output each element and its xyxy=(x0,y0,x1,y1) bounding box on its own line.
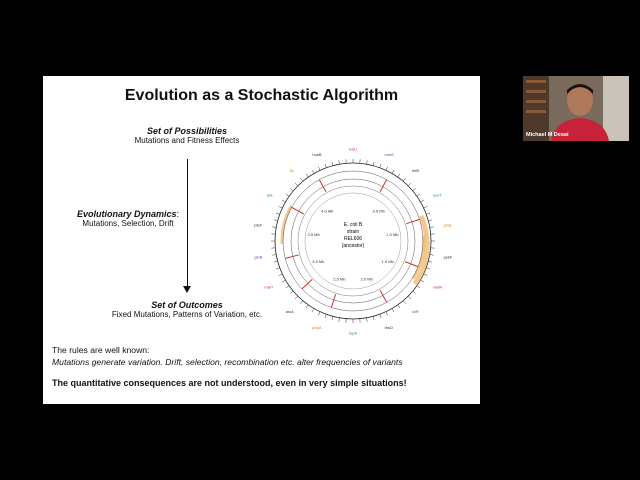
gene-label: ydcF xyxy=(253,222,263,228)
genome-tick xyxy=(428,220,432,221)
genome-tick xyxy=(380,314,381,318)
gene-label: rplL xyxy=(266,192,274,198)
process-arrow-line xyxy=(187,159,188,289)
gene-label: ybaL xyxy=(443,222,453,228)
genome-tick xyxy=(426,213,430,214)
genome-tick xyxy=(380,164,381,168)
genome-tick xyxy=(339,160,340,164)
genome-tick xyxy=(413,188,416,191)
mutation-mark xyxy=(405,262,418,267)
gene-label: mutS xyxy=(384,152,394,158)
participant-name: Michael M Desai xyxy=(526,132,569,138)
genome-tick xyxy=(279,274,283,276)
conclusion: The quantitative consequences are not understood, even in very simple situations! xyxy=(52,378,407,388)
genome-tick xyxy=(325,164,326,168)
genome-tick xyxy=(312,170,314,173)
center-line-3: REL606 xyxy=(343,236,363,242)
dynamics-heading: Evolutionary Dynamics xyxy=(76,209,177,219)
mutation-mark xyxy=(302,279,312,289)
genome-tick xyxy=(408,296,411,299)
mutation-mark xyxy=(406,219,419,223)
outcomes-sub: Fixed Mutations, Patterns of Variation, etc. xyxy=(111,310,263,319)
genome-tick xyxy=(392,309,394,312)
genome-tick xyxy=(290,188,293,191)
genome-tick xyxy=(426,268,430,269)
genome-tick xyxy=(306,174,308,177)
genome-tick xyxy=(312,309,314,312)
slide xyxy=(43,76,480,404)
genome-tick xyxy=(373,316,374,320)
scale-label: 3.0 Mb xyxy=(312,259,325,264)
genome-tick xyxy=(306,305,308,308)
genome-map xyxy=(253,136,453,351)
genome-tick xyxy=(300,178,303,181)
genome-center xyxy=(342,222,365,249)
genome-tick xyxy=(318,312,320,316)
genome-tick xyxy=(325,314,326,318)
genome-tick xyxy=(392,170,394,173)
gene-label: glnB xyxy=(254,254,263,260)
genome-tick xyxy=(421,200,424,202)
gene-label: topA xyxy=(348,330,358,336)
genome-tick xyxy=(272,255,276,256)
scale-label: 1.0 Mb xyxy=(386,232,399,238)
center-line-1: E. coli B xyxy=(343,222,363,228)
gene-label: rbsD xyxy=(384,324,393,330)
genome-tick xyxy=(403,301,406,304)
scale-label: 1.5 Mb xyxy=(381,259,394,264)
genome-tick xyxy=(276,213,280,214)
gene-label: infB xyxy=(412,168,420,174)
genome-tick xyxy=(413,291,416,294)
rules-text xyxy=(52,344,403,368)
genome-tick xyxy=(332,162,333,166)
dynamics-colon: : xyxy=(176,209,180,219)
slide-title: Evolution as a Stochastic Algorithm xyxy=(124,87,399,104)
genome-tick xyxy=(403,178,406,181)
dynamics-sub: Mutations, Selection, Drift xyxy=(82,219,174,228)
gene-label: hslU xyxy=(348,146,358,152)
genome-tick xyxy=(424,206,428,208)
genome-tick xyxy=(421,280,424,282)
gene-label: pbpA xyxy=(312,324,322,330)
genome-tick xyxy=(430,227,434,228)
scale-label: 3.5 Mb xyxy=(307,232,320,238)
dynamics-block xyxy=(63,209,193,228)
genome-tick xyxy=(332,316,333,320)
genome-tick xyxy=(318,167,320,171)
gene-label: iclR xyxy=(412,308,419,314)
outcomes-heading: Set of Outcomes xyxy=(151,300,223,310)
genome-tick xyxy=(295,296,298,299)
gene-label: nadR xyxy=(432,284,443,290)
gene-label: hokB xyxy=(312,152,322,158)
scale-label: 4.0 Mb xyxy=(321,208,334,214)
center-line-4: (ancestor) xyxy=(341,243,365,249)
scale-label: 0.5 Mb xyxy=(372,208,385,214)
possibilities-heading: Set of Possibilities xyxy=(146,126,228,136)
genome-tick xyxy=(424,274,428,276)
genome-tick xyxy=(282,280,285,282)
genome-tick xyxy=(300,301,303,304)
genome-tick xyxy=(295,183,298,186)
genome-tick xyxy=(339,318,340,322)
genome-tick xyxy=(272,227,276,228)
genome-tick xyxy=(417,286,420,288)
process-arrow-head xyxy=(183,286,191,293)
rules-line-2: Mutations generate variation. Drift, selection, recombination etc. alter frequencies of variants xyxy=(52,357,403,367)
center-line-2: strain xyxy=(346,229,360,235)
genome-tick xyxy=(286,194,289,196)
genome-tick xyxy=(386,312,388,316)
possibilities-sub: Mutations and Fitness Effects xyxy=(134,136,240,145)
mutation-mark xyxy=(285,255,299,258)
genome-tick xyxy=(276,268,280,269)
genome-tick xyxy=(286,286,289,288)
genome-tick xyxy=(428,261,432,262)
mutation-mark xyxy=(331,294,335,307)
gene-label: fis xyxy=(289,168,294,174)
gene-label: arcA xyxy=(285,308,294,314)
rules-line-1: The rules are well known: xyxy=(52,345,150,355)
genome-tick xyxy=(430,255,434,256)
genome-tick xyxy=(398,174,400,177)
genome-tick xyxy=(274,261,278,262)
genome-tick xyxy=(367,160,368,164)
genome-tick xyxy=(386,167,388,171)
genome-tick xyxy=(373,162,374,166)
genome-tick xyxy=(408,183,411,186)
genome-tick xyxy=(367,318,368,322)
genome-tick xyxy=(279,206,283,208)
scale-label: 2.0 Mb xyxy=(360,276,373,282)
gene-label: malT xyxy=(264,284,274,290)
gene-label: pykF xyxy=(443,254,453,260)
genome-tick xyxy=(417,194,420,196)
genome-tick xyxy=(290,291,293,294)
scale-label: 2.5 Mb xyxy=(333,276,346,282)
genome-tick xyxy=(274,220,278,221)
genome-tick xyxy=(398,305,400,308)
genome-tick xyxy=(282,200,285,202)
gene-label: spoT xyxy=(432,192,442,198)
